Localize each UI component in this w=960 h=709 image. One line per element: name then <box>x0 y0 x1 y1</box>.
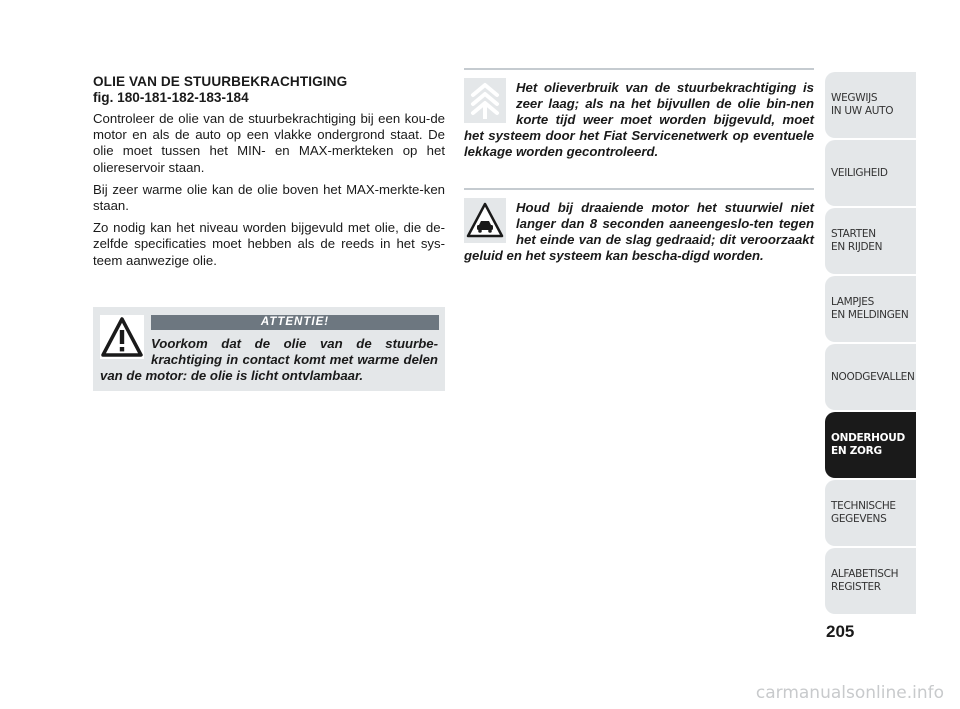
section-title: OLIE VAN DE STUURBEKRACHTIGING <box>93 74 348 89</box>
caution-note-text: Houd bij draaiende motor het stuurwiel niet langer dan 8 seconden aaneengeslo-ten tegen het einde van de slag gedraaid; dit veroorzaakt geluid en het systeem kan bescha-digd worden. <box>464 200 814 263</box>
main-content <box>93 74 445 275</box>
figure-reference: fig. 180-181-182-183-184 <box>93 90 249 105</box>
tab-starten[interactable] <box>825 208 916 274</box>
tab-wegwijs[interactable] <box>825 72 916 138</box>
tab-label: NOODGEVALLEN <box>831 370 915 383</box>
watermark: carmanualsonline.info <box>755 683 944 703</box>
tab-label: STARTEN EN RIJDEN <box>831 228 883 253</box>
attention-text-wrap <box>100 336 438 384</box>
body-paragraph-3: Zo nodig kan het niveau worden bijgevuld met olie, die de-zelfde specificaties moet hebben als de reeds in het sys-teem aanwezige olie. <box>93 220 445 268</box>
page-number: 205 <box>826 622 855 641</box>
tab-alfabetisch[interactable] <box>825 548 916 614</box>
tab-label: ALFABETISCH REGISTER <box>831 568 899 593</box>
attention-header: ATTENTIE! <box>151 315 439 330</box>
tab-label: WEGWIJS IN UW AUTO <box>831 92 894 117</box>
attention-text: Voorkom dat de olie van de stuurbe-krachtiging in contact komt met warme delen van de motor: de olie is licht ontvlambaar. <box>100 336 438 383</box>
environment-note-text: Het olieverbruik van de stuurbekrachtiging is zeer laag; als na het bijvullen de olie bin-nen korte tijd weer moet worden bijgevuld, moet het systeem door het Fiat Servicenetwerk op eventuele lekkage worden gecontroleerd. <box>464 80 814 159</box>
chapter-tabs <box>825 72 916 616</box>
tab-label: VEILIGHEID <box>831 166 888 179</box>
tab-label: LAMPJES EN MELDINGEN <box>831 296 909 321</box>
tab-technische[interactable] <box>825 480 916 546</box>
tab-label: TECHNISCHE GEGEVENS <box>831 500 896 525</box>
car-warning-icon <box>464 198 506 243</box>
tab-onderhoud[interactable] <box>825 412 916 478</box>
tab-lampjes[interactable] <box>825 276 916 342</box>
tab-noodgevallen[interactable] <box>825 344 916 410</box>
attention-box <box>93 307 445 391</box>
caution-note <box>464 188 814 264</box>
tab-label: ONDERHOUD EN ZORG <box>831 432 905 457</box>
body-paragraph-1: Controleer de olie van de stuurbekrachtiging bij een kou-de motor en als de auto op een vlakke ondergrond staat. De olie moet tussen het MIN- en MAX-merkteken op het oliereservoir staan. <box>93 111 445 175</box>
body-paragraph-2: Bij zeer warme olie kan de olie boven het MAX-merkte-ken staan. <box>93 181 445 214</box>
tab-veiligheid[interactable] <box>825 140 916 206</box>
environment-tree-icon <box>464 78 506 123</box>
environment-note <box>464 68 814 160</box>
